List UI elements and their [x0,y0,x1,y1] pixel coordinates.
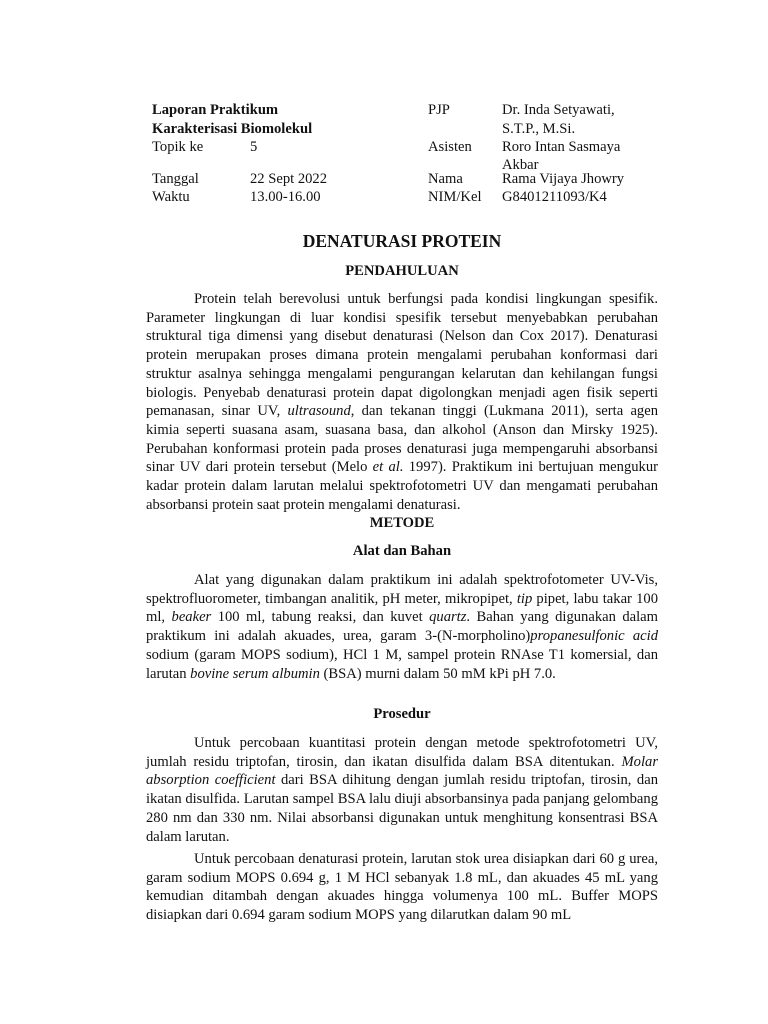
italic-term: propanesulfonic acid [530,628,658,645]
text-run: sodium (garam MOPS sodium), HCl 1 M, sampel protein RNAse T1 komersial, dan larutan [146,646,658,682]
paragraph-alat-bahan [146,571,658,683]
value-asisten-line2: Akbar [502,157,539,173]
text-run: Untuk percobaan denaturasi protein, larutan stok urea disiapkan dari 60 g urea, garam sodium MOPS 0.694 g, 1 M HCl sebanyak 1.8 mL, dan akuades 45 mL yang kemudian ditambah dengan akuades hingga volumenya 100 mL. Buffer MOPS disiapkan dari 0.694 garam sodium MOPS yang dilarutkan dalam 90 mL [146,851,658,924]
italic-term: quartz [429,609,467,626]
heading-metode: METODE [369,515,435,531]
heading-prosedur: Prosedur [373,706,431,722]
heading-alat-bahan: Alat dan Bahan [352,543,452,559]
value-waktu: 13.00-16.00 [250,189,321,205]
italic-term: et al. [372,459,404,476]
value-pjp-line2: S.T.P., M.Si. [502,121,576,137]
value-pjp-line1: Dr. Inda Setyawati, [502,102,615,118]
report-title-line2: Karakterisasi Biomolekul [152,121,313,137]
italic-term: beaker [171,609,212,626]
text-run: (BSA) murni dalam 50 mM kPi pH 7.0. [319,665,556,682]
paragraph-prosedur-2 [146,850,658,925]
label-nim: NIM/Kel [428,189,482,205]
text-run: , dan tekanan tinggi (Lukmana 2011), serta agen kimia seperti suasana asam, suasana basa, dan alkohol (Anson dan Mirsky 1925). Perubahan konformasi protein pada proses denaturasi juga mempengaruhi absorbansi sinar UV dari protein tersebut (Melo [146,403,658,476]
text-run: pipet, labu takar 100 ml, [146,590,658,626]
report-title-line1: Laporan Praktikum [152,102,279,118]
paragraph-pendahuluan [146,290,658,514]
italic-term: bovine serum albumin [190,665,320,682]
label-topik: Topik ke [152,139,204,155]
value-asisten-line1: Roro Intan Sasmaya [502,139,621,155]
value-nama: Rama Vijaya Jhowry [502,171,625,187]
paragraph-prosedur-1 [146,734,658,846]
text-run: Alat yang digunakan dalam praktikum ini adalah spektrofotometer UV-Vis, spektrofluorometer, timbangan analitik, pH meter, mikropipet, [146,572,658,607]
italic-term: Molar absorption coefficient [146,753,658,789]
text-run: Untuk percobaan kuantitasi protein dengan metode spektrofotometri UV, jumlah residu triptofan, tirosin, dan ikatan disulfida dalam BSA ditentukan. [146,735,658,770]
label-asisten: Asisten [428,139,472,155]
value-nim: G8401211093/K4 [502,189,607,205]
text-run: . Bahan yang digunakan dalam praktikum ini adalah akuades, urea, garam 3-(N-morpholino) [146,609,659,645]
value-tanggal: 22 Sept 2022 [250,171,328,187]
document-title: DENATURASI PROTEIN [302,231,502,251]
italic-term: ultrasound [287,403,351,420]
heading-pendahuluan: PENDAHULUAN [345,263,459,279]
label-pjp: PJP [428,102,450,118]
text-run: 100 ml, tabung reaksi, dan kuvet [211,609,430,626]
text-run: 1997). Praktikum ini bertujuan mengukur kadar protein dalam larutan melalui spektrofotometri UV dan mengamati perubahan absorbansi protein saat protein mengalami denaturasi. [146,459,659,513]
label-nama: Nama [428,171,463,187]
label-tanggal: Tanggal [152,171,199,187]
text-run: dari BSA dihitung dengan jumlah residu triptofan, tirosin, dan ikatan disulfida. Larutan sampel BSA lalu diuji absorbansinya pada panjang gelombang 280 nm dan 330 nm. Nilai absorbansi digunakan untuk menghitung konsentrasi BSA dalam larutan. [146,772,658,845]
label-waktu: Waktu [152,189,190,205]
text-run: Protein telah berevolusi untuk berfungsi pada kondisi lingkungan spesifik. Parameter lingkungan di luar kondisi spesifik tersebut menyebabkan perubahan struktural tiga dimensi yang disebut denaturasi (Nelson dan Cox 2017). Denaturasi protein merupakan proses dimana protein mengalami perubahan konformasi dari struktur asalnya sehingga mengalami pengurangan kelarutan dan kehilangan fungsi biologis. Penyebab denaturasi protein dapat digolongkan menjadi agen fisik seperti pemanasan, sinar UV, [146,291,658,420]
italic-term: tip [516,590,533,607]
value-topik: 5 [250,139,258,155]
